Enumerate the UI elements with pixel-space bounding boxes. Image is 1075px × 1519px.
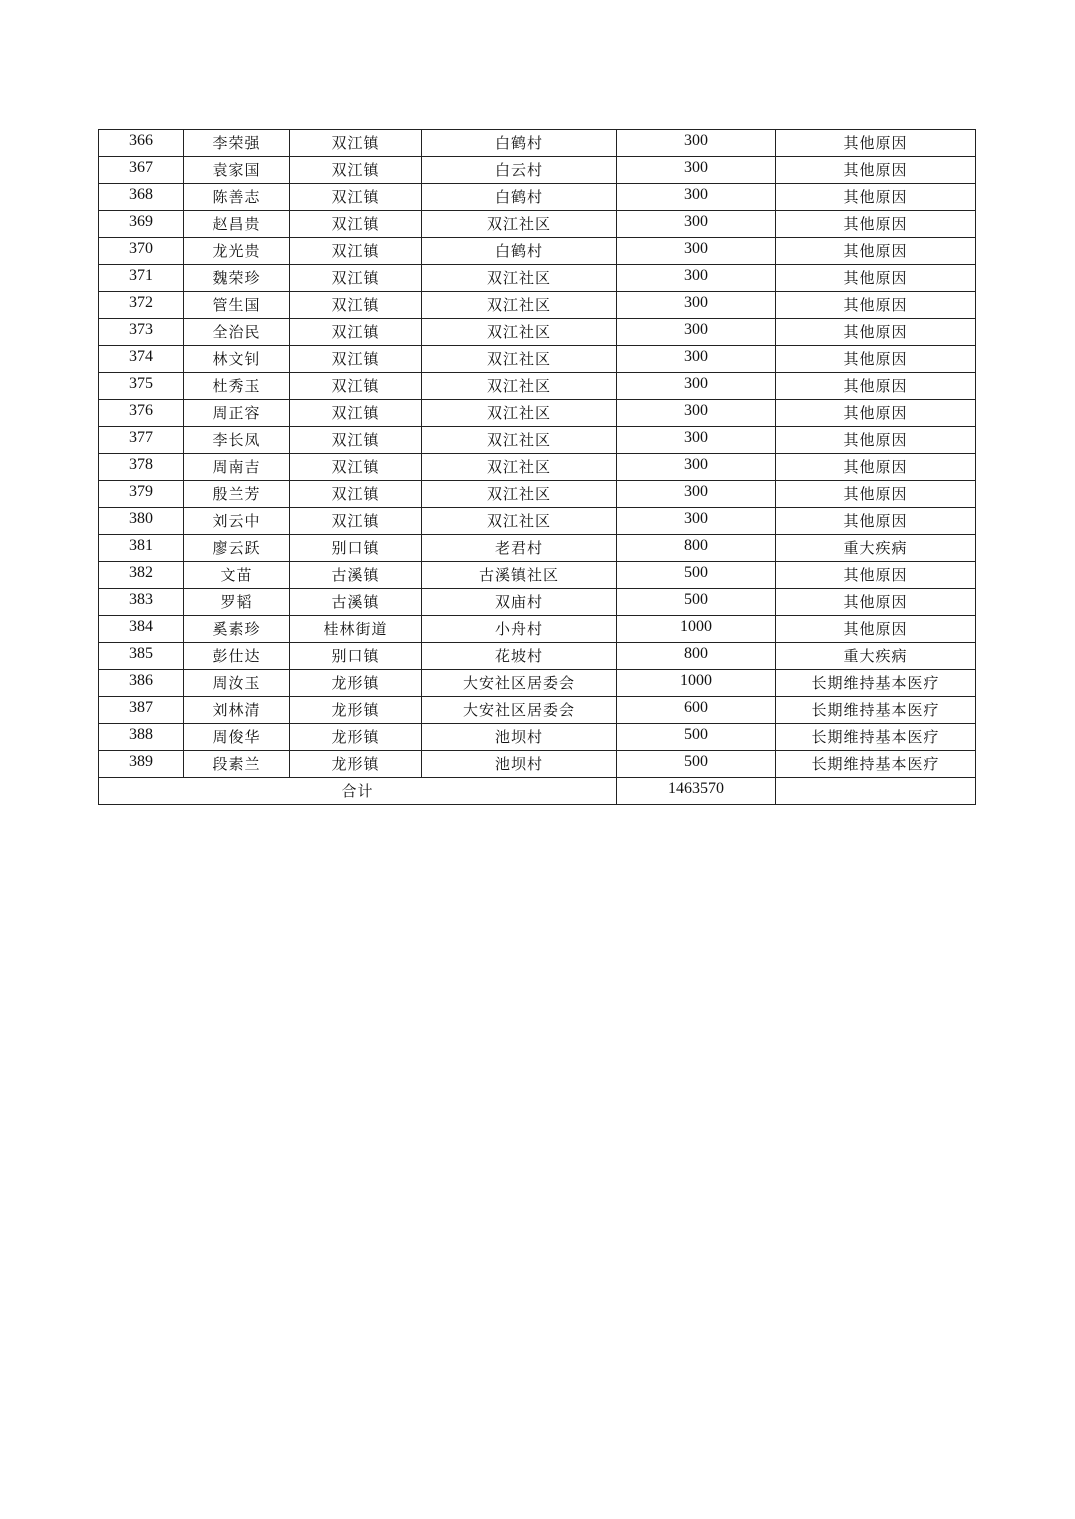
- cell-amount: 300: [617, 184, 776, 211]
- cell-amount: 300: [617, 373, 776, 400]
- cell-reason: 其他原因: [776, 265, 976, 292]
- table-row: [99, 589, 976, 616]
- cell-village: 双江社区: [422, 265, 617, 292]
- cell-village: 双江社区: [422, 373, 617, 400]
- cell-no: 379: [99, 481, 184, 508]
- cell-amount: 500: [617, 562, 776, 589]
- cell-amount: 300: [617, 157, 776, 184]
- cell-town: 别口镇: [290, 535, 422, 562]
- cell-reason: 其他原因: [776, 481, 976, 508]
- cell-no: 377: [99, 427, 184, 454]
- cell-amount: 300: [617, 319, 776, 346]
- table-row: [99, 427, 976, 454]
- cell-no: 371: [99, 265, 184, 292]
- cell-amount: 300: [617, 238, 776, 265]
- cell-village: 白鹤村: [422, 184, 617, 211]
- cell-town: 别口镇: [290, 643, 422, 670]
- cell-village: 双江社区: [422, 508, 617, 535]
- cell-reason: 其他原因: [776, 589, 976, 616]
- cell-town: 双江镇: [290, 346, 422, 373]
- cell-amount: 500: [617, 589, 776, 616]
- cell-town: 双江镇: [290, 265, 422, 292]
- cell-name: 李长凤: [184, 427, 290, 454]
- table-row: [99, 643, 976, 670]
- cell-no: 367: [99, 157, 184, 184]
- cell-amount: 1000: [617, 670, 776, 697]
- cell-amount: 300: [617, 481, 776, 508]
- table-row: [99, 751, 976, 778]
- cell-no: 378: [99, 454, 184, 481]
- table-row: [99, 319, 976, 346]
- cell-name: 袁家国: [184, 157, 290, 184]
- total-reason: [776, 778, 976, 805]
- cell-reason: 长期维持基本医疗: [776, 724, 976, 751]
- table-body: [99, 130, 976, 778]
- cell-no: 384: [99, 616, 184, 643]
- cell-village: 白鹤村: [422, 130, 617, 157]
- cell-name: 文苗: [184, 562, 290, 589]
- cell-name: 周俊华: [184, 724, 290, 751]
- table-row: [99, 346, 976, 373]
- cell-town: 双江镇: [290, 481, 422, 508]
- cell-town: 双江镇: [290, 373, 422, 400]
- cell-no: 385: [99, 643, 184, 670]
- cell-village: 大安社区居委会: [422, 697, 617, 724]
- cell-name: 龙光贵: [184, 238, 290, 265]
- cell-amount: 300: [617, 454, 776, 481]
- cell-town: 双江镇: [290, 292, 422, 319]
- cell-no: 372: [99, 292, 184, 319]
- cell-reason: 长期维持基本医疗: [776, 697, 976, 724]
- cell-amount: 500: [617, 724, 776, 751]
- table-row: [99, 184, 976, 211]
- cell-reason: 重大疾病: [776, 535, 976, 562]
- cell-amount: 300: [617, 292, 776, 319]
- cell-village: 白云村: [422, 157, 617, 184]
- cell-town: 桂林街道: [290, 616, 422, 643]
- cell-amount: 300: [617, 130, 776, 157]
- cell-town: 双江镇: [290, 211, 422, 238]
- cell-town: 古溪镇: [290, 562, 422, 589]
- cell-name: 段素兰: [184, 751, 290, 778]
- cell-reason: 其他原因: [776, 454, 976, 481]
- cell-town: 龙形镇: [290, 724, 422, 751]
- cell-reason: 其他原因: [776, 130, 976, 157]
- cell-name: 赵昌贵: [184, 211, 290, 238]
- cell-town: 双江镇: [290, 130, 422, 157]
- cell-town: 双江镇: [290, 508, 422, 535]
- cell-name: 杜秀玉: [184, 373, 290, 400]
- cell-amount: 300: [617, 211, 776, 238]
- cell-town: 龙形镇: [290, 670, 422, 697]
- cell-name: 殷兰芳: [184, 481, 290, 508]
- cell-town: 双江镇: [290, 238, 422, 265]
- cell-reason: 其他原因: [776, 562, 976, 589]
- cell-name: 陈善志: [184, 184, 290, 211]
- cell-name: 周汝玉: [184, 670, 290, 697]
- cell-village: 大安社区居委会: [422, 670, 617, 697]
- total-row: [99, 778, 976, 805]
- cell-village: 双江社区: [422, 292, 617, 319]
- table-row: [99, 508, 976, 535]
- cell-name: 罗韬: [184, 589, 290, 616]
- table-row: [99, 292, 976, 319]
- cell-no: 382: [99, 562, 184, 589]
- cell-reason: 其他原因: [776, 427, 976, 454]
- cell-reason: 其他原因: [776, 184, 976, 211]
- cell-no: 366: [99, 130, 184, 157]
- cell-village: 池坝村: [422, 724, 617, 751]
- cell-reason: 其他原因: [776, 319, 976, 346]
- cell-name: 周正容: [184, 400, 290, 427]
- cell-village: 古溪镇社区: [422, 562, 617, 589]
- cell-no: 374: [99, 346, 184, 373]
- cell-amount: 600: [617, 697, 776, 724]
- cell-reason: 其他原因: [776, 292, 976, 319]
- cell-amount: 300: [617, 427, 776, 454]
- cell-village: 双江社区: [422, 346, 617, 373]
- cell-village: 双江社区: [422, 481, 617, 508]
- table-row: [99, 616, 976, 643]
- cell-name: 刘云中: [184, 508, 290, 535]
- cell-village: 老君村: [422, 535, 617, 562]
- cell-amount: 300: [617, 265, 776, 292]
- cell-town: 龙形镇: [290, 697, 422, 724]
- table-row: [99, 670, 976, 697]
- table-row: [99, 211, 976, 238]
- table-row: [99, 130, 976, 157]
- relief-list-sheet: [98, 129, 976, 805]
- cell-reason: 其他原因: [776, 211, 976, 238]
- table-row: [99, 400, 976, 427]
- table-row: [99, 454, 976, 481]
- cell-name: 廖云跃: [184, 535, 290, 562]
- cell-name: 管生国: [184, 292, 290, 319]
- total-amount: 1463570: [617, 778, 776, 805]
- cell-reason: 其他原因: [776, 616, 976, 643]
- cell-reason: 其他原因: [776, 400, 976, 427]
- total-label: 合计: [99, 778, 617, 805]
- cell-reason: 其他原因: [776, 238, 976, 265]
- cell-town: 双江镇: [290, 427, 422, 454]
- cell-village: 白鹤村: [422, 238, 617, 265]
- cell-town: 双江镇: [290, 157, 422, 184]
- cell-no: 389: [99, 751, 184, 778]
- cell-village: 小舟村: [422, 616, 617, 643]
- cell-name: 林文钊: [184, 346, 290, 373]
- relief-table: [98, 129, 976, 805]
- table-row: [99, 724, 976, 751]
- cell-name: 李荣强: [184, 130, 290, 157]
- cell-name: 刘林清: [184, 697, 290, 724]
- cell-no: 380: [99, 508, 184, 535]
- cell-town: 双江镇: [290, 454, 422, 481]
- table-row: [99, 697, 976, 724]
- cell-village: 双江社区: [422, 319, 617, 346]
- cell-amount: 800: [617, 535, 776, 562]
- cell-town: 龙形镇: [290, 751, 422, 778]
- cell-no: 369: [99, 211, 184, 238]
- cell-no: 373: [99, 319, 184, 346]
- cell-no: 381: [99, 535, 184, 562]
- cell-village: 双庙村: [422, 589, 617, 616]
- cell-village: 双江社区: [422, 400, 617, 427]
- cell-name: 彭仕达: [184, 643, 290, 670]
- table-row: [99, 265, 976, 292]
- cell-amount: 500: [617, 751, 776, 778]
- cell-no: 376: [99, 400, 184, 427]
- table-row: [99, 238, 976, 265]
- cell-reason: 其他原因: [776, 508, 976, 535]
- cell-town: 双江镇: [290, 319, 422, 346]
- cell-no: 387: [99, 697, 184, 724]
- cell-reason: 长期维持基本医疗: [776, 670, 976, 697]
- cell-reason: 长期维持基本医疗: [776, 751, 976, 778]
- cell-town: 双江镇: [290, 184, 422, 211]
- cell-village: 双江社区: [422, 454, 617, 481]
- cell-no: 386: [99, 670, 184, 697]
- cell-no: 388: [99, 724, 184, 751]
- cell-no: 375: [99, 373, 184, 400]
- cell-amount: 300: [617, 346, 776, 373]
- cell-name: 周南吉: [184, 454, 290, 481]
- cell-no: 368: [99, 184, 184, 211]
- cell-amount: 800: [617, 643, 776, 670]
- cell-name: 奚素珍: [184, 616, 290, 643]
- cell-village: 双江社区: [422, 211, 617, 238]
- cell-amount: 300: [617, 508, 776, 535]
- cell-reason: 其他原因: [776, 346, 976, 373]
- cell-name: 魏荣珍: [184, 265, 290, 292]
- cell-village: 池坝村: [422, 751, 617, 778]
- cell-village: 花坡村: [422, 643, 617, 670]
- table-row: [99, 562, 976, 589]
- table-row: [99, 373, 976, 400]
- table-row: [99, 535, 976, 562]
- cell-reason: 其他原因: [776, 157, 976, 184]
- cell-village: 双江社区: [422, 427, 617, 454]
- cell-no: 370: [99, 238, 184, 265]
- cell-amount: 300: [617, 400, 776, 427]
- table-row: [99, 157, 976, 184]
- cell-name: 全治民: [184, 319, 290, 346]
- cell-town: 双江镇: [290, 400, 422, 427]
- table-row: [99, 481, 976, 508]
- cell-town: 古溪镇: [290, 589, 422, 616]
- cell-reason: 重大疾病: [776, 643, 976, 670]
- cell-amount: 1000: [617, 616, 776, 643]
- cell-no: 383: [99, 589, 184, 616]
- cell-reason: 其他原因: [776, 373, 976, 400]
